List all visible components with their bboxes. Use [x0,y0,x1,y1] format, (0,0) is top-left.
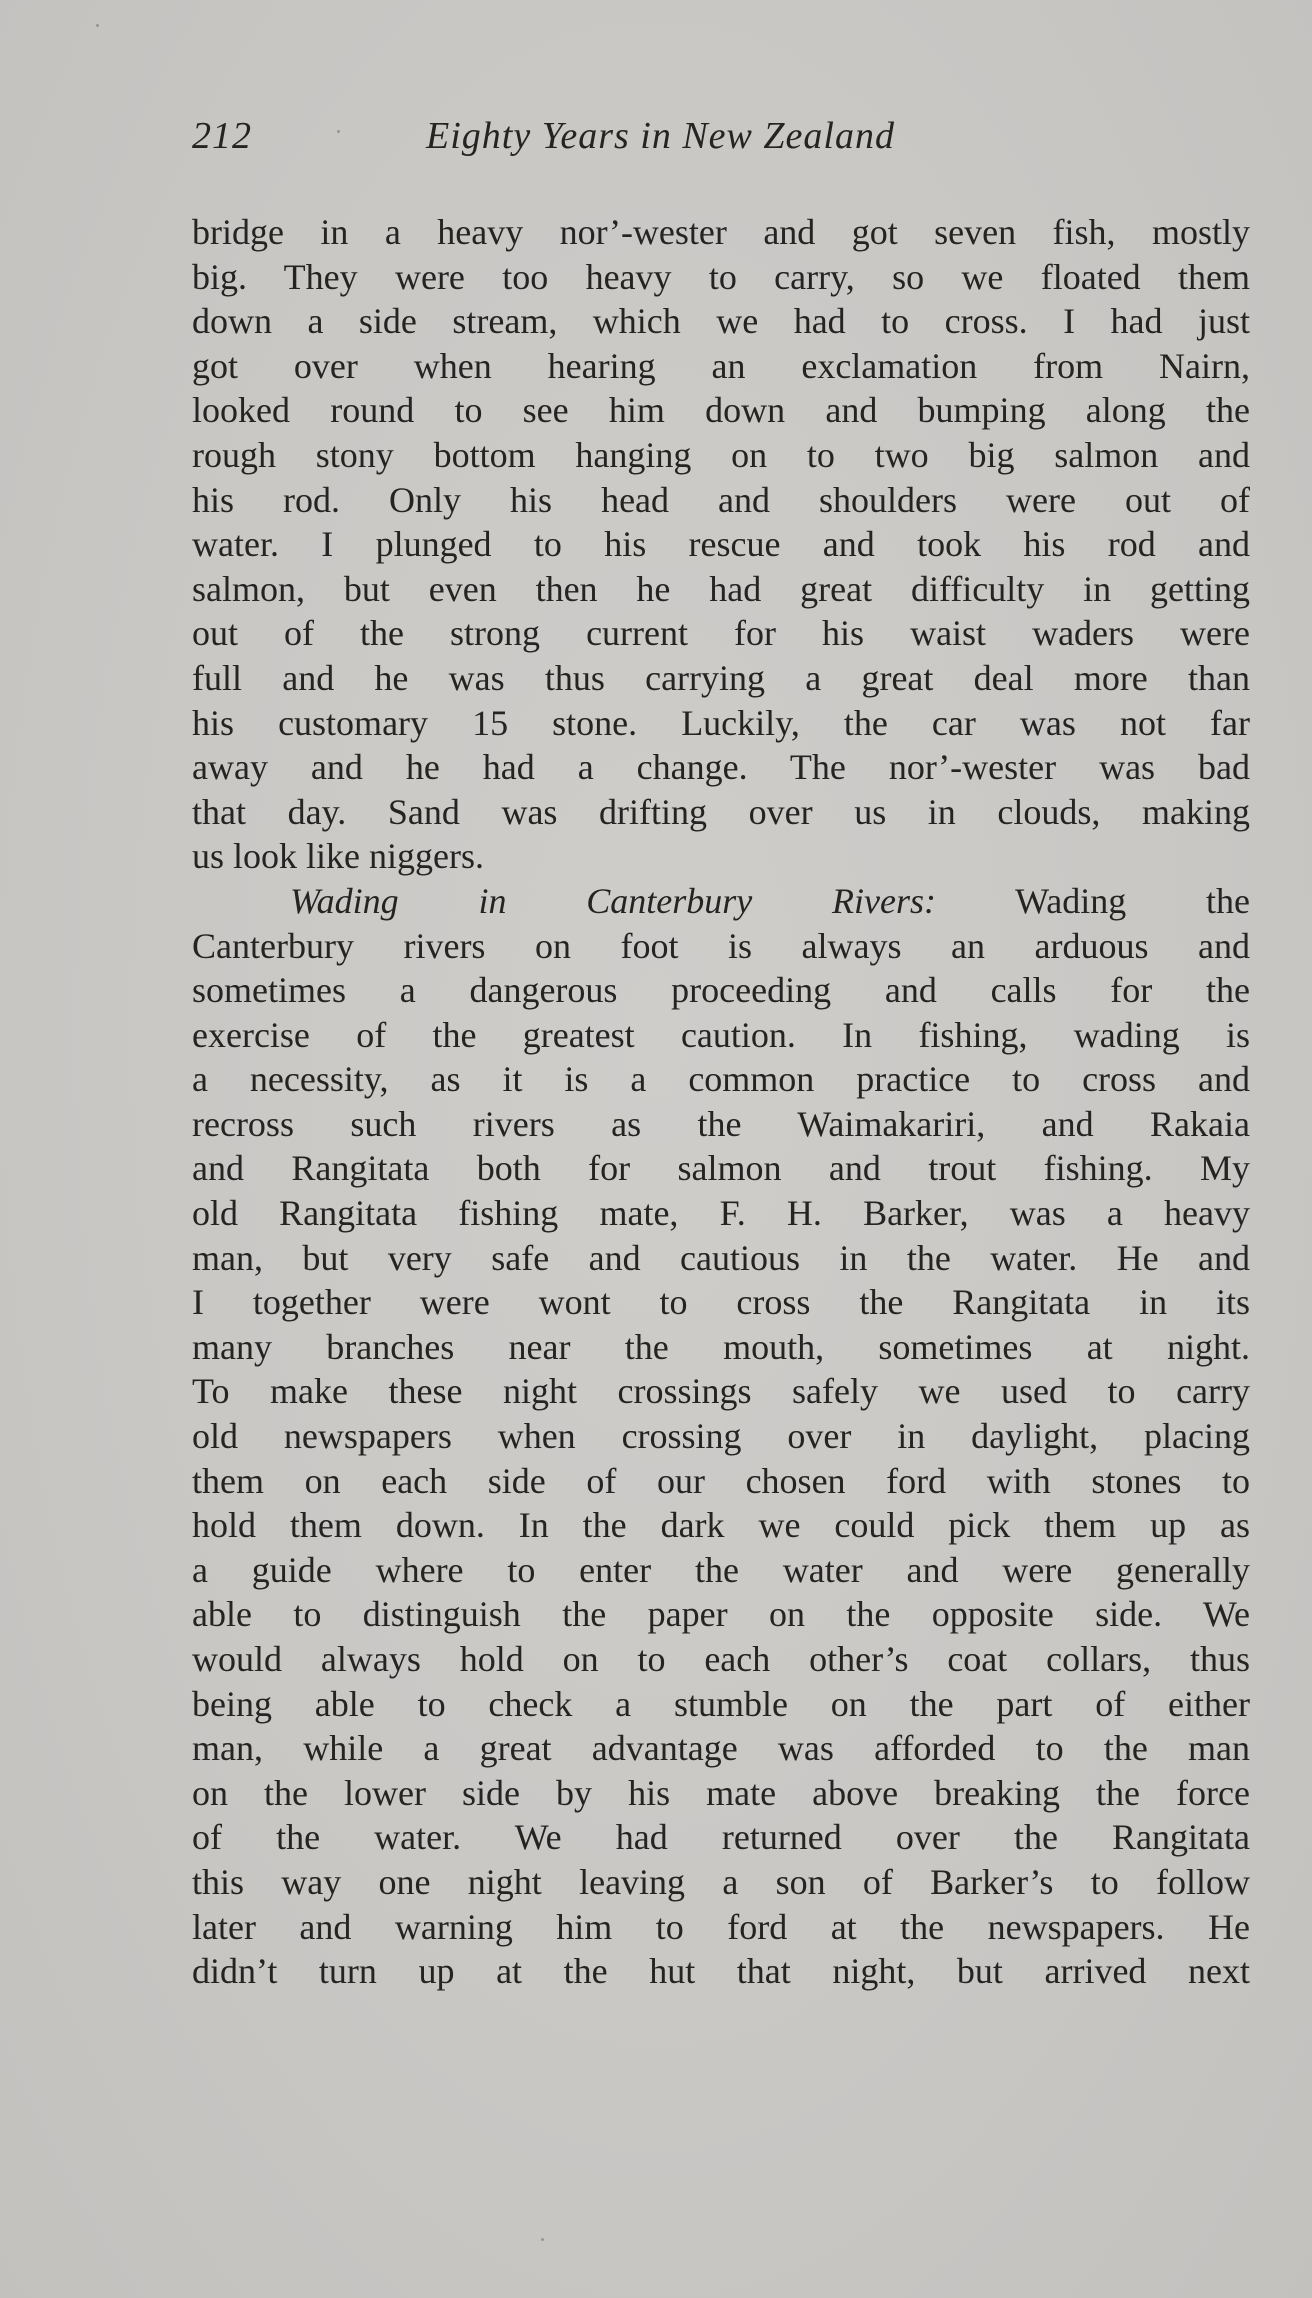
paragraph-wading [192,879,1250,1994]
first-line-text: Wading the [1015,880,1250,921]
text-line: rough stony bottom hanging on to two big salmon and [192,434,1250,475]
text-line: recross such rivers as the Waimakariri, and Rakaia [192,1103,1250,1144]
text-line: this way one night leaving a son of Barker’s to follow [192,1861,1250,1902]
text-line: a guide where to enter the water and were generally [192,1549,1250,1590]
text-line: us look like niggers. [192,836,484,877]
text-line: sometimes a dangerous proceeding and calls for the [192,970,1250,1011]
section-heading: Wading in Canterbury Rivers: [290,880,936,921]
text-line: old Rangitata fishing mate, F. H. Barker, was a heavy [192,1193,1250,1234]
text-line: his customary 15 stone. Luckily, the car was not far [192,702,1250,743]
text-line: a necessity, as it is a common practice to cross and [192,1059,1250,1100]
text-line: out of the strong current for his waist waders were [192,613,1250,654]
text-line: old newspapers when crossing over in daylight, placing [192,1416,1250,1457]
paper-speck [337,130,340,133]
paper-speck [541,2238,544,2241]
text-line: many branches near the mouth, sometimes at night. [192,1326,1250,1367]
text-line: got over when hearing an exclamation from Nairn, [192,345,1250,386]
paragraph-first-line [192,879,1250,924]
text-line: didn’t turn up at the hut that night, but arrived next [192,1951,1250,1992]
paragraph-fishing-story [192,210,1250,879]
text-line: exercise of the greatest caution. In fishing, wading is [192,1014,1250,1055]
text-line: big. They were too heavy to carry, so we floated them [192,256,1250,297]
book-title: Eighty Years in New Zealand [426,115,895,157]
text-line: full and he was thus carrying a great deal more than [192,657,1250,698]
text-line: would always hold on to each other’s coat collars, thus [192,1639,1250,1679]
text-line: down a side stream, which we had to cross. I had just [192,301,1250,342]
text-line: being able to check a stumble on the part of either [192,1683,1250,1724]
page-number: 212 [192,115,252,157]
text-line: on the lower side by his mate above breaking the force [192,1772,1250,1813]
running-head [192,114,1250,174]
text-line: Canterbury rivers on foot is always an arduous and [192,925,1250,966]
text-line: water. I plunged to his rescue and took his rod and [192,524,1250,565]
body-text [192,210,1250,1994]
text-line: To make these night crossings safely we used to carry [192,1371,1250,1412]
text-line: them on each side of our chosen ford with stones to [192,1460,1250,1501]
text-line: that day. Sand was drifting over us in clouds, making [192,791,1250,832]
text-line: looked round to see him down and bumping along the [192,390,1250,431]
text-line: of the water. We had returned over the Rangitata [192,1817,1250,1858]
text-line: man, while a great advantage was afforded to the man [192,1728,1250,1769]
paper-speck [96,24,99,27]
text-line: later and warning him to ford at the newspapers. He [192,1906,1250,1947]
text-line: and Rangitata both for salmon and trout fishing. My [192,1148,1250,1189]
text-line: able to distinguish the paper on the opposite side. We [192,1594,1250,1635]
text-line: I together were wont to cross the Rangitata in its [192,1282,1250,1323]
text-line: man, but very safe and cautious in the water. He and [192,1237,1250,1278]
text-line: salmon, but even then he had great difficulty in getting [192,568,1250,609]
text-line: his rod. Only his head and shoulders were out of [192,479,1250,520]
text-line: bridge in a heavy nor’-wester and got seven fish, mostly [192,212,1250,252]
text-line: hold them down. In the dark we could pick them up as [192,1505,1250,1546]
text-line: away and he had a change. The nor’-wester was bad [192,747,1250,788]
